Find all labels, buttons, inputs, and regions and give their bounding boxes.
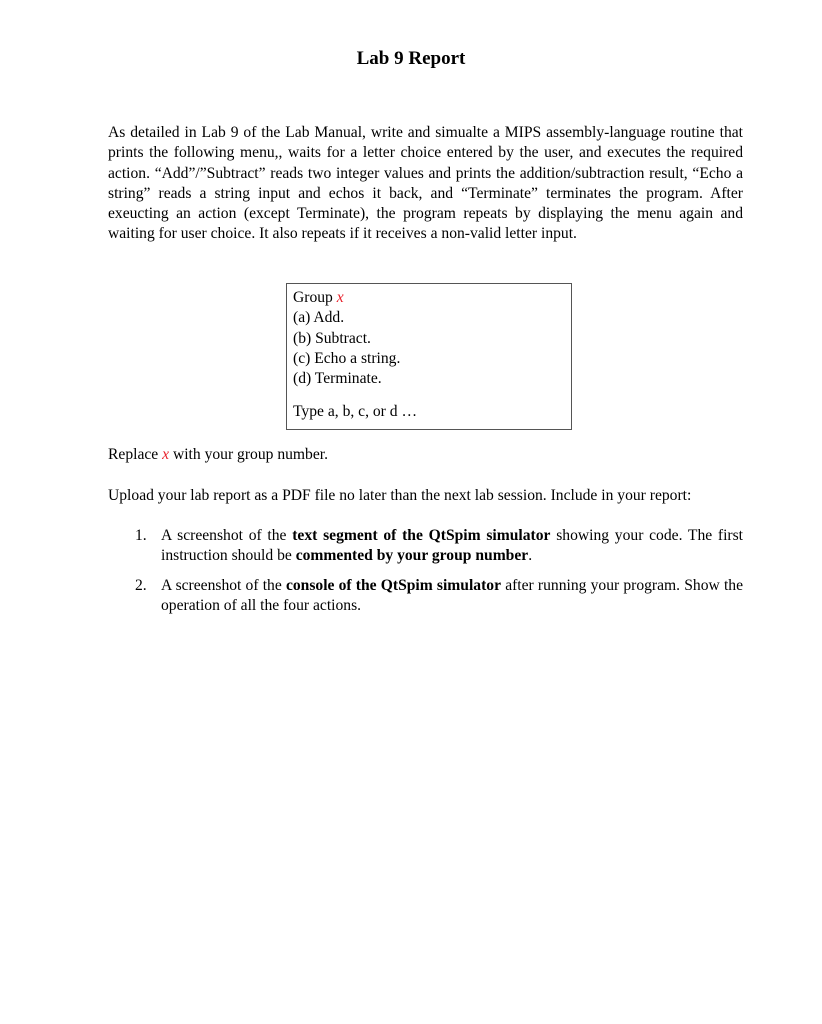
menu-group-line bbox=[293, 288, 565, 308]
requirement-number: 1. bbox=[135, 527, 147, 544]
menu-option-terminate: (d) Terminate. bbox=[293, 370, 382, 388]
report-title: Lab 9 Report bbox=[356, 48, 466, 69]
requirement-text: showing your code. The first instruction should be bbox=[161, 527, 744, 565]
requirement-text: . bbox=[528, 547, 533, 565]
requirement-number: 2. bbox=[135, 576, 147, 594]
menu-spacer bbox=[293, 389, 565, 402]
menu-box bbox=[286, 283, 572, 430]
intro-paragraph: As detailed in Lab 9 of the Lab Manual, write and simualte a MIPS assembly-language routine that prints the following menu,, waits for a letter choice entered by the user, and executes the required action. “Add”/”Subtract” reads two integer values and prints the addition/subtraction result, “Echo a string” reads a string input and echos it back, and “Terminate” terminates the program. After exeucting an action (except Terminate), the program repeats by displaying the menu again and waiting for user choice. It also repeats if it receives a non-valid letter input. bbox=[108, 124, 743, 243]
replace-instruction bbox=[108, 445, 328, 465]
menu-option-echo: (c) Echo a string. bbox=[293, 349, 401, 367]
replace-prefix: Replace bbox=[108, 446, 159, 463]
replace-variable: x bbox=[162, 446, 170, 463]
replace-suffix: with your group number. bbox=[172, 446, 329, 463]
requirement-text: A screenshot of the bbox=[161, 576, 282, 594]
requirement-text: after running your program. Show the operation of all the four actions. bbox=[161, 576, 743, 614]
requirement-item-2 bbox=[108, 576, 743, 617]
upload-paragraph: Upload your lab report as a PDF file no later than the next lab session. Include in your report: bbox=[108, 487, 692, 504]
requirement-item-1 bbox=[108, 526, 743, 567]
requirement-bold-text: commented by your group number bbox=[295, 547, 529, 565]
menu-option-add: (a) Add. bbox=[293, 309, 345, 327]
menu-prompt: Type a, b, c, or d … bbox=[293, 403, 418, 421]
menu-group-variable: x bbox=[336, 289, 344, 306]
requirement-bold-text: console of the QtSpim simulator bbox=[285, 576, 502, 594]
requirement-text: A screenshot of the bbox=[161, 527, 287, 544]
menu-group-label: Group bbox=[293, 289, 333, 306]
menu-option-subtract: (b) Subtract. bbox=[293, 329, 371, 347]
requirement-bold-text: text segment of the QtSpim simulator bbox=[292, 527, 551, 544]
requirements-list bbox=[108, 526, 743, 625]
